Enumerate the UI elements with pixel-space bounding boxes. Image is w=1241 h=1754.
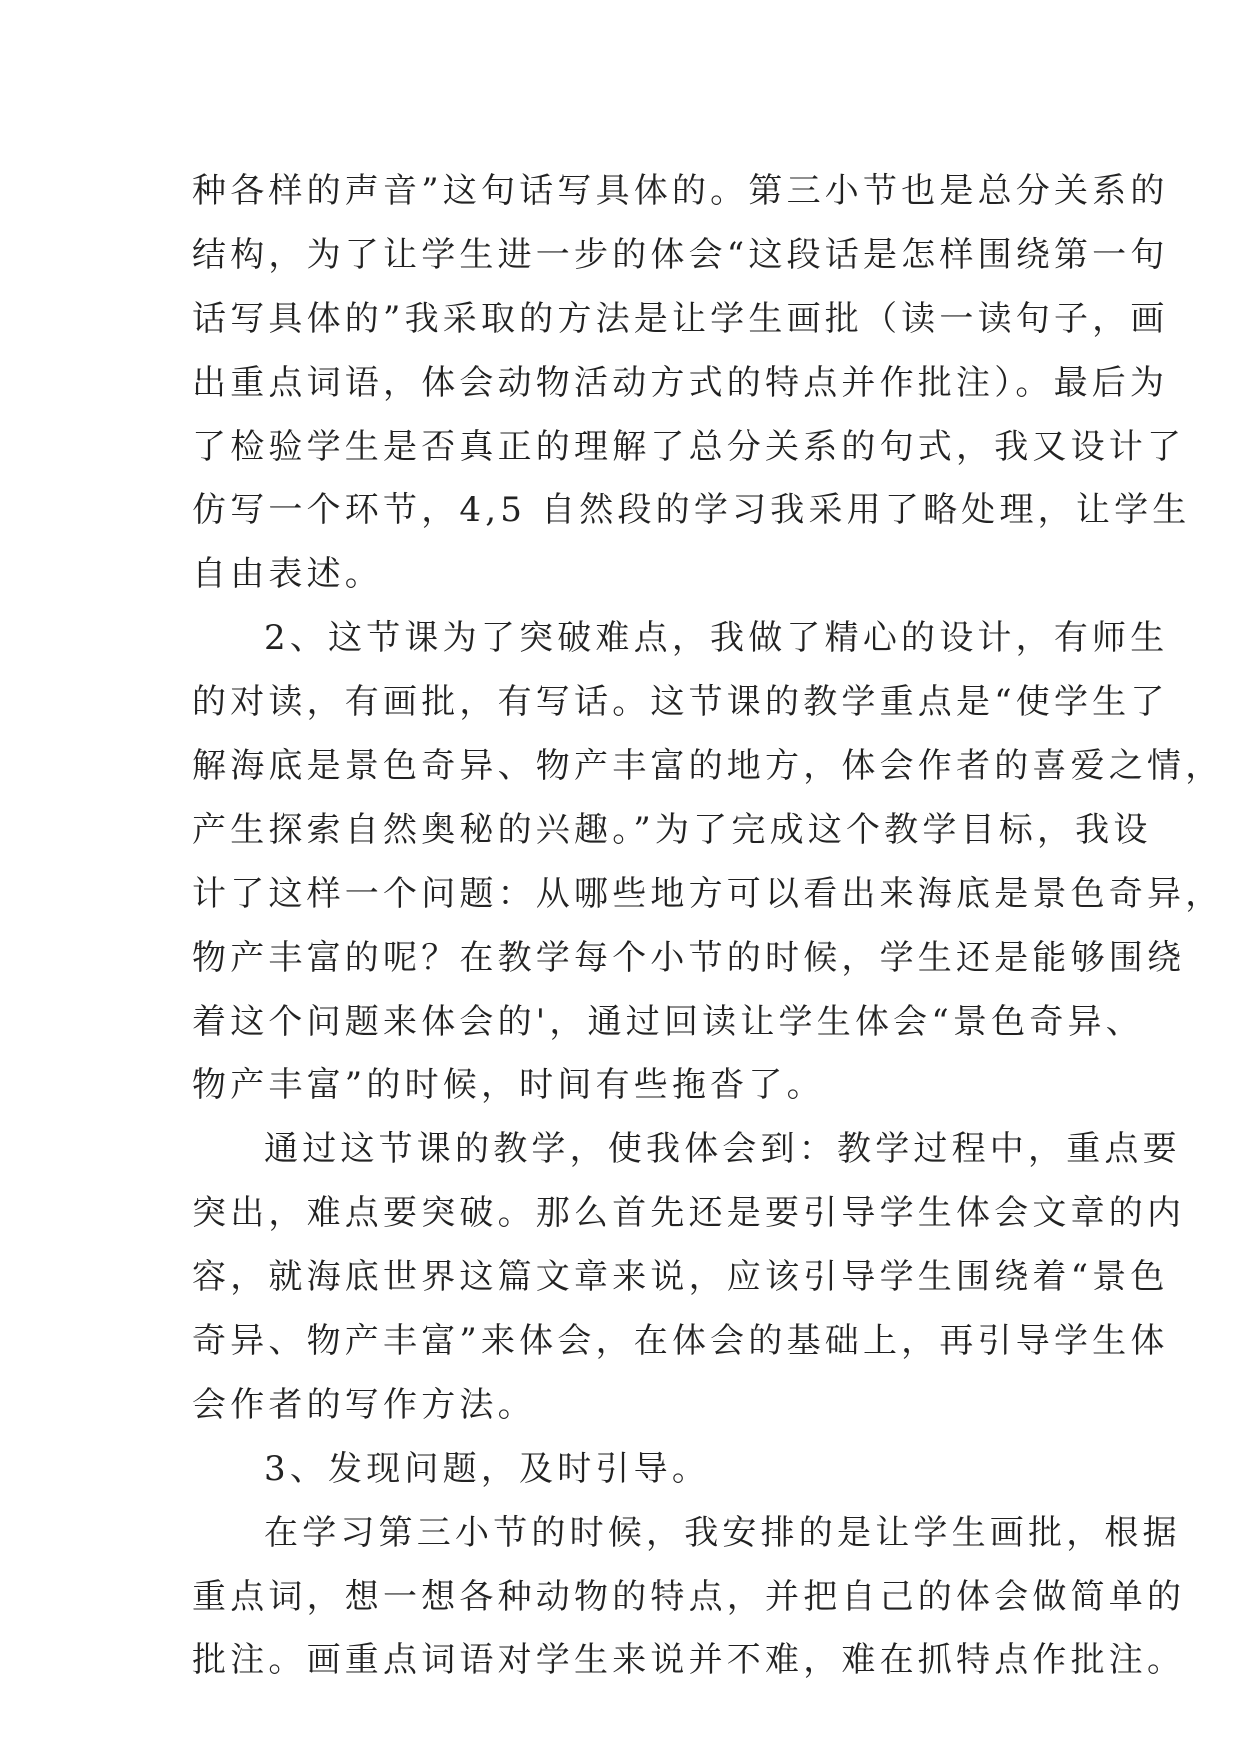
text-line: 解海底是景色奇异、物产丰富的地方，体会作者的喜爱之情， [192, 746, 1224, 787]
text-line: 着这个问题来体会的'，通过回读让学生体会“景色奇异、 [192, 1001, 1144, 1042]
text-line: 突出，难点要突破。那么首先还是要引导学生体会文章的内 [192, 1193, 1186, 1234]
text-line: 仿写一个环节，4,5 自然段的学习我采用了略处理，让学生 [192, 490, 1191, 531]
text-line: 物产丰富”的时候，时间有些拖沓了。 [192, 1065, 825, 1106]
section-heading-line: 3、发现问题，及时引导。 [264, 1448, 711, 1489]
text-line: 奇异、物产丰富”来体会，在体会的基础上，再引导学生体 [192, 1321, 1169, 1362]
text-line: 了检验学生是否真正的理解了总分关系的句式，我又设计了 [192, 426, 1186, 467]
text-line: 物产丰富的呢？在教学每个小节的时候，学生还是能够围绕 [192, 937, 1186, 978]
text-line: 容，就海底世界这篇文章来说，应该引导学生围绕着“景色 [192, 1257, 1169, 1298]
text-line: 出重点词语，体会动物活动方式的特点并作批注）。最后为 [192, 362, 1169, 403]
text-line: 会作者的写作方法。 [192, 1384, 536, 1425]
text-line: 自由表述。 [192, 554, 383, 595]
paragraph-first-line: 在学习第三小节的时候，我安排的是让学生画批，根据 [264, 1512, 1181, 1553]
text-line: 的对读，有画批，有写话。这节课的教学重点是“使学生了 [192, 682, 1169, 723]
text-line: 结构，为了让学生进一步的体会“这段话是怎样围绕第一句 [192, 234, 1169, 275]
text-line: 重点词，想一想各种动物的特点，并把自己的体会做简单的 [192, 1576, 1186, 1617]
text-line: 种各样的声音”这句话写具体的。第三小节也是总分关系的 [192, 171, 1169, 211]
text-line: 批注。画重点词语对学生来说并不难，难在抓特点作批注。 [192, 1640, 1186, 1681]
text-line: 计了这样一个问题：从哪些地方可以看出来海底是景色奇异， [192, 873, 1224, 914]
body-text [192, 160, 1224, 1693]
text-line: 话写具体的”我采取的方法是让学生画批（读一读句子，画 [192, 298, 1169, 339]
paragraph-first-line: 2、这节课为了突破难点，我做了精心的设计，有师生 [264, 618, 1169, 659]
paragraph-first-line: 通过这节课的教学，使我体会到：教学过程中，重点要 [264, 1129, 1181, 1170]
text-line: 产生探索自然奥秘的兴趣。”为了完成这个教学目标，我设 [192, 809, 1152, 850]
